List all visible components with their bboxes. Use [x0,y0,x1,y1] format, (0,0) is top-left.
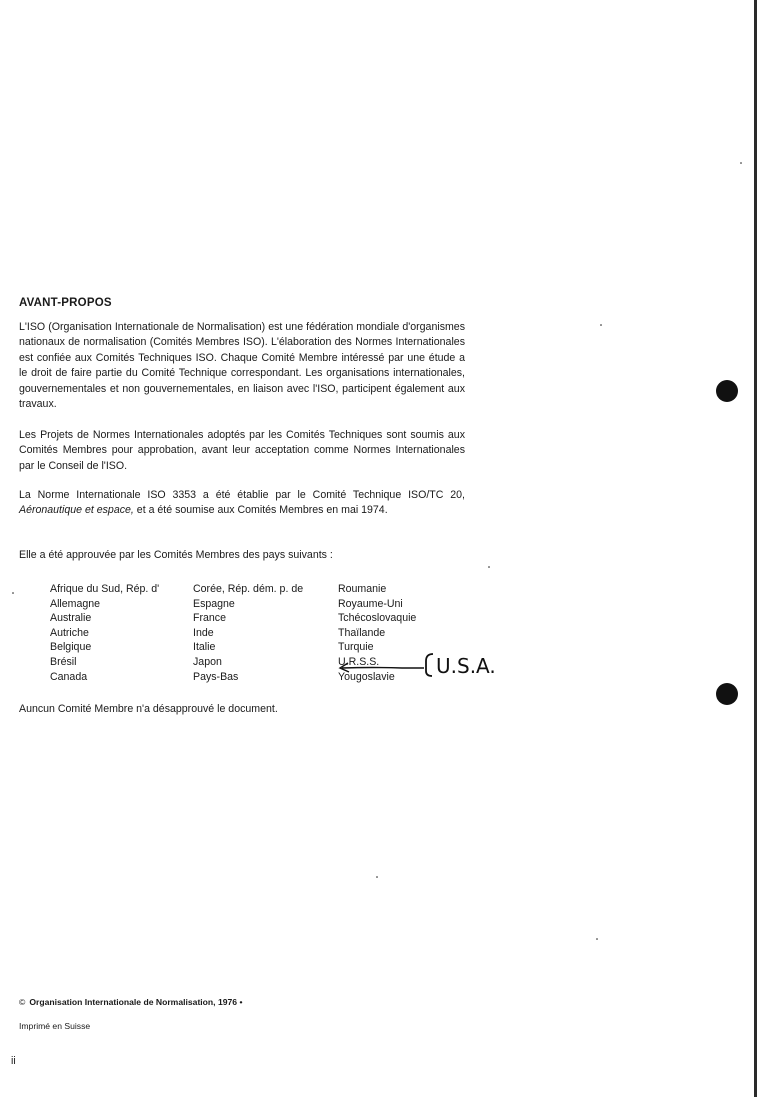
country-item: Corée, Rép. dém. p. de [193,583,304,595]
country-item: Thaïlande [338,626,386,639]
country-item: Inde [193,626,214,639]
standard-text-after: et a été soumise aux Comités Membres en mai 1974. [133,504,388,517]
paragraph-draft-standards: Les Projets de Normes Internationales adoptés par les Comités Techniques sont soumis aux Comités Membres pour approbation, avant leur acceptation comme Normes Internationales par le Conseil de l'ISO. [19,429,465,472]
country-item: Roumanie [338,583,387,595]
country-item: Italie [193,641,216,654]
punch-hole-top [716,380,738,402]
country-item: Pays-Bas [193,670,239,683]
country-item: Brésil [50,655,77,668]
country-item: Yougoslavie [338,670,395,683]
handwritten-annotation [332,648,502,682]
scan-speck [376,876,378,878]
scan-speck [600,324,602,326]
country-column-2 [193,582,303,684]
scan-speck [488,566,490,568]
country-item: Afrique du Sud, Rép. d' [50,583,160,595]
copyright-line [19,997,242,1007]
punch-hole-bottom [716,683,738,705]
handwritten-bracket [426,654,433,676]
copyright-text: Organisation Internationale de Normalisation, 1976 • [29,997,243,1007]
paragraph-approval-intro: Elle a été approuvée par les Comités Membres des pays suivants : [19,549,333,561]
handwritten-arrow-line [342,668,424,669]
standard-text-before: La Norme Internationale ISO 3353 a été établie par le Comité Technique ISO/TC 20, [19,489,465,501]
country-item: Royaume-Uni [338,597,403,610]
closing-statement: Auncun Comité Membre n'a désapprouvé le document. [19,703,278,715]
paragraph-iso-intro: L'ISO (Organisation Internationale de Normalisation) est une fédération mondiale d'organismes nationaux de normalisation (Comités Membres ISO). L'élaboration des Normes Internationales est confiée aux Comités Techniques ISO. Chaque Comité Membre intéressé par une étude a le droit de faire partie du Comité Technique correspondant. Les organisations internationales, gouvernementales et non gouvernementales, en liaison avec l'ISO, participent également aux travaux. [19,321,465,411]
country-item: France [193,612,226,625]
section-heading: AVANT-PROPOS [19,297,112,309]
scan-speck [740,162,742,164]
country-item: Espagne [193,597,235,610]
scan-speck [12,592,14,594]
country-column-1 [50,582,159,684]
country-item: Allemagne [50,597,101,610]
country-item: Japon [193,655,222,668]
printed-in: Imprimé en Suisse [19,1021,91,1031]
country-item: U.R.S.S. [338,655,380,668]
country-item: Australie [50,612,92,625]
committee-title: Aéronautique et espace, [19,504,134,517]
country-item: Turquie [338,641,374,654]
country-item: Canada [50,670,88,683]
country-item: Belgique [50,641,92,654]
country-item: Autriche [50,626,89,639]
copyright-symbol: © [19,997,26,1007]
scan-speck [596,938,598,940]
handwritten-note: U.S.A. [436,654,496,678]
country-item: Tchécoslovaquie [338,612,417,625]
paragraph-standard-origin [19,488,465,519]
page-number: ii [11,1055,16,1067]
